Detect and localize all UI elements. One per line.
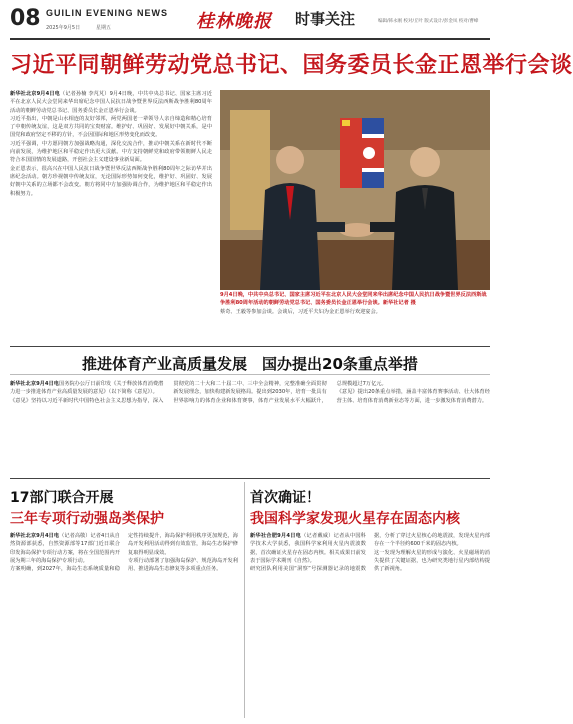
second-paragraph-3: 《意见》提出20条重点举措，涵盖丰富体育赛事活动、壮大体育经营主体、培育体育消费新业态等方面，进一步激发体育消费潜力。	[336, 389, 490, 404]
lead-paragraph-5: 蔡奇、王毅等参加会谈。会谈后，习近平夫妇为金正恩举行欢迎宴会。	[220, 309, 381, 315]
left-paragraph-3: 专项行动部署了加强海岛保护、规范海岛开发利用、推进海岛生态修复等多项重点任务。	[128, 557, 238, 573]
masthead	[0, 0, 500, 42]
right-headline-line-1: 首次确证！	[250, 490, 320, 506]
section-divider-2	[10, 374, 490, 375]
second-headline: 推进体育产业高质量发展 国办提出20条重点举措	[82, 355, 418, 373]
lead-dateline: 新华社北京9月4日电	[10, 91, 60, 97]
page-number: 08	[10, 6, 41, 31]
second-article-body	[10, 380, 490, 474]
column-divider	[244, 482, 245, 718]
paper-name-english: GUILIN EVENING NEWS	[46, 8, 169, 18]
left-headline-line-2: 三年专项行动强岛类保护	[10, 511, 164, 527]
left-dateline: 新华社北京9月4日电	[10, 533, 60, 539]
issue-date: 2025年9月5日	[46, 25, 81, 31]
lead-paragraph-1: 9月4日晚，中共中央总书记、国家主席习近平在北京人民大会堂同来华出席纪念中国人民抗日战争暨世界反法西斯战争胜利80周年活动的朝鲜劳动党总书记、国务委员长金正恩举行会谈。	[10, 91, 212, 114]
section-divider-3	[10, 478, 490, 479]
second-dateline: 新华社北京9月4日电	[10, 381, 60, 387]
right-paragraph-1: 记者从中国科学技术大学获悉，我国科学家利用火星内震波数据，首次确证火星存在固态内核。相关成果日前发表于国际学术期刊《自然》。	[250, 533, 366, 564]
left-byline: （记者高敬）	[59, 533, 91, 539]
masthead-rule	[10, 38, 490, 40]
photo-caption: 9月4日晚，中共中央总书记、国家主席习近平在北京人民大会堂同来华出席纪念中国人民抗日战争暨世界反法西斯战争胜利80周年活动的朝鲜劳动党总书记、国务委员长金正恩举行会谈。新华社记者 摄	[220, 292, 487, 306]
editors-credit: 编辑/韩永刚 校对/丘叶 版式设计/彭金凤 校对/曹峰	[378, 19, 479, 24]
lead-paragraph-3: 习近平强调，中方愿同朝方加强战略沟通，深化交流合作，推动中朝关系在新时代不断向前发展，为维护地区和平稳定作出更大贡献。中方支持朝鲜党和政府带领朝鲜人民走符合本国国情的发展道路，开创社会主义建设事业新局面。	[10, 140, 212, 164]
right-dateline: 新华社合肥9月4日电	[250, 533, 302, 539]
left-headline-line-1: 17部门联合开展	[10, 490, 114, 506]
right-paragraph-3: 这一发现为理解火星的形成与演化、火星磁场的消失提供了关键证据，也为研究类地行星内部结构提供了新视角。	[374, 549, 490, 573]
section-title: 时事关注	[295, 10, 356, 28]
left-article-body	[10, 532, 238, 718]
right-paragraph-2: 研究团队利用美国“洞察”号探测器记录的地震数据，分析了穿过火星核心的地震波，发现火星内部存在一个半径约600千米的固态内核。	[250, 533, 490, 573]
newspaper-logo: 桂林晚报	[196, 11, 272, 32]
right-article-body	[250, 532, 490, 718]
section-divider-1	[10, 346, 490, 347]
lead-article-column-1	[10, 90, 212, 342]
left-paragraph-2: 方案明确，到2027年，海岛生态系统质量和稳定性持续提升，海岛保护利用秩序更加规范，海岛开发利用活动得到有效监管，海岛生态保护修复取得明显成效。	[10, 533, 238, 573]
second-paragraph-1: 国务院办公厅日前印发《关于释放体育消费潜力进一步推进体育产业高质量发展的意见》（以下简称《意见》）。	[10, 381, 164, 396]
lead-paragraph-4: 金正恩表示，很高兴在中国人民抗日战争暨世界反法西斯战争胜利80周年之际访华并出席纪念活动。朝方珍视朝中传统友谊，无论国际形势如何变化，维护好、巩固好、发展好朝中关系的立场都不会改变。朝方将同中方加强协调合作，为维护地区和平稳定作出积极努力。	[10, 165, 212, 197]
lead-headline: 习近平同朝鲜劳动党总书记、国务委员长金正恩举行会谈	[10, 53, 573, 78]
second-paragraph-2: 《意见》坚持以习近平新时代中国特色社会主义思想为指导，深入贯彻党的二十大和二十届二中、三中全会精神，完整准确全面贯彻新发展理念，加快构建新发展格局。提出到2030年，培育一批具有世界影响力的体育企业和体育赛事，体育产业发展水平大幅跃升，总规模超过7万亿元。	[10, 381, 387, 404]
right-byline: （记者戴威）	[301, 533, 334, 539]
right-headline-line-2: 我国科学家发现火星存在固态内核	[250, 511, 460, 527]
issue-weekday: 星期五	[96, 25, 112, 31]
lead-byline: （记者孙楠 李芃芃）	[60, 91, 110, 97]
lead-article-column-2	[220, 308, 490, 342]
left-paragraph-1: 记者4日从自然资源部获悉，自然资源部等17部门近日联合印发海岛保护专项行动方案，将在全国范围内开展为期三年的海岛保护专项行动。	[10, 533, 120, 564]
lead-paragraph-2: 习近平指出，中朝是山水相连的友好邻邦，两党两国老一辈领导人亲自缔造和精心培育了中朝传统友谊，这是双方共同的宝贵财富。维护好、巩固好、发展好中朝关系，是中国党和政府坚定不移的方针，不会因国际和地区形势变化而改变。	[10, 115, 212, 139]
leaders-meeting-photo	[220, 90, 490, 290]
